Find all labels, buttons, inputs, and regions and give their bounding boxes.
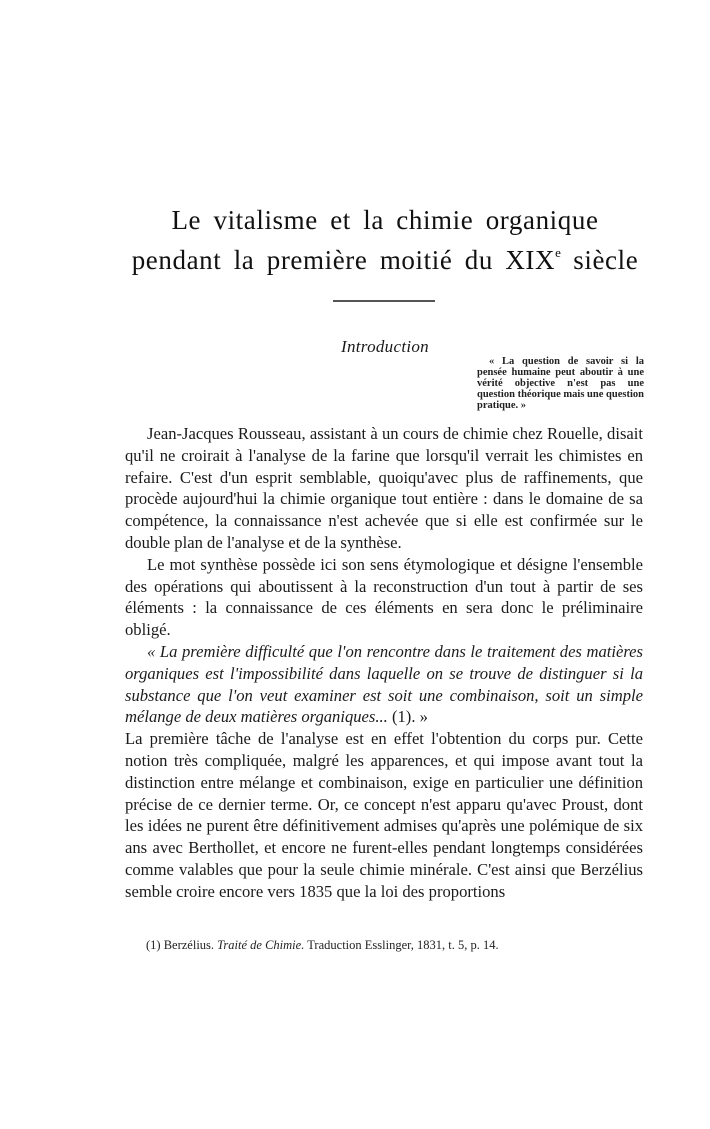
epigraph-text: « La question de savoir si la pensée humaine peut aboutir à une vérité objective n'est pas une question théorique mais une question pratique. » (477, 356, 644, 411)
footnote-work-title: Traité de Chimie. (217, 938, 305, 952)
footnote (146, 938, 646, 953)
quote-text: « La première difficulté que l'on rencontre dans le traitement des matières organiques est l'impossibilité dans laquelle on se trouve de distinguer si la substance que l'on veut examiner est soit une combinaison, soit un simple mélange de deux matières organiques... (125, 641, 643, 727)
epigraph (477, 356, 644, 411)
section-heading: Introduction (341, 337, 429, 356)
body-text (125, 423, 643, 903)
footnote-details: Traduction Esslinger, 1831, t. 5, p. 14. (307, 938, 499, 952)
footnote-marker: (1) (146, 938, 161, 952)
paragraph: La première tâche de l'analyse est en effet l'obtention du corps pur. Cette notion très compliquée, malgré les apparences, et qui impose avant tout la distinction entre mélange et combinaison, exige en particulier une définition précise de ce dernier terme. Or, ce concept n'est apparu qu'avec Proust, dont les idées ne purent être définitivement admises qu'après une polémique de six ans avec Berthollet, et encore ne furent-elles pendant longtemps considérées comme valables que pour la seule chimie minérale. C'est ainsi que Berzélius semble croire encore vers 1835 que la loi des proportions (125, 729, 643, 901)
footnote-author: Berzélius. (163, 938, 215, 952)
footnote-reference: (1). » (387, 707, 428, 727)
title-text: pendant la première moitié du XIX (131, 245, 556, 275)
block-quote (125, 641, 643, 728)
paragraph: Jean-Jacques Rousseau, assistant à un cours de chimie chez Rouelle, disait qu'il ne croirait à l'analyse de la farine que lorsqu'il verrait les chimistes en refaire. C'est d'un esprit semblable, quoiqu'avec plus de raffinements, que procède aujourd'hui la chimie organique tout entière : dans le domaine de sa compétence, la connaissance n'est achevée que si elle est confirmée sur le double plan de l'analyse et de la synthèse. (125, 424, 643, 552)
title-text-end: siècle (560, 245, 639, 275)
title-superscript: e (555, 245, 561, 260)
title-separator-rule (333, 300, 435, 302)
article-title-line-2 (100, 245, 670, 276)
paragraph: Le mot synthèse possède ici son sens étymologique et désigne l'ensemble des opérations qui aboutissent à la reconstruction d'un tout à partir de ses éléments : la connaissance de ces éléments en sera donc le préliminaire obligé. (125, 554, 643, 640)
article-title-line-1: Le vitalisme et la chimie organique (171, 205, 599, 235)
